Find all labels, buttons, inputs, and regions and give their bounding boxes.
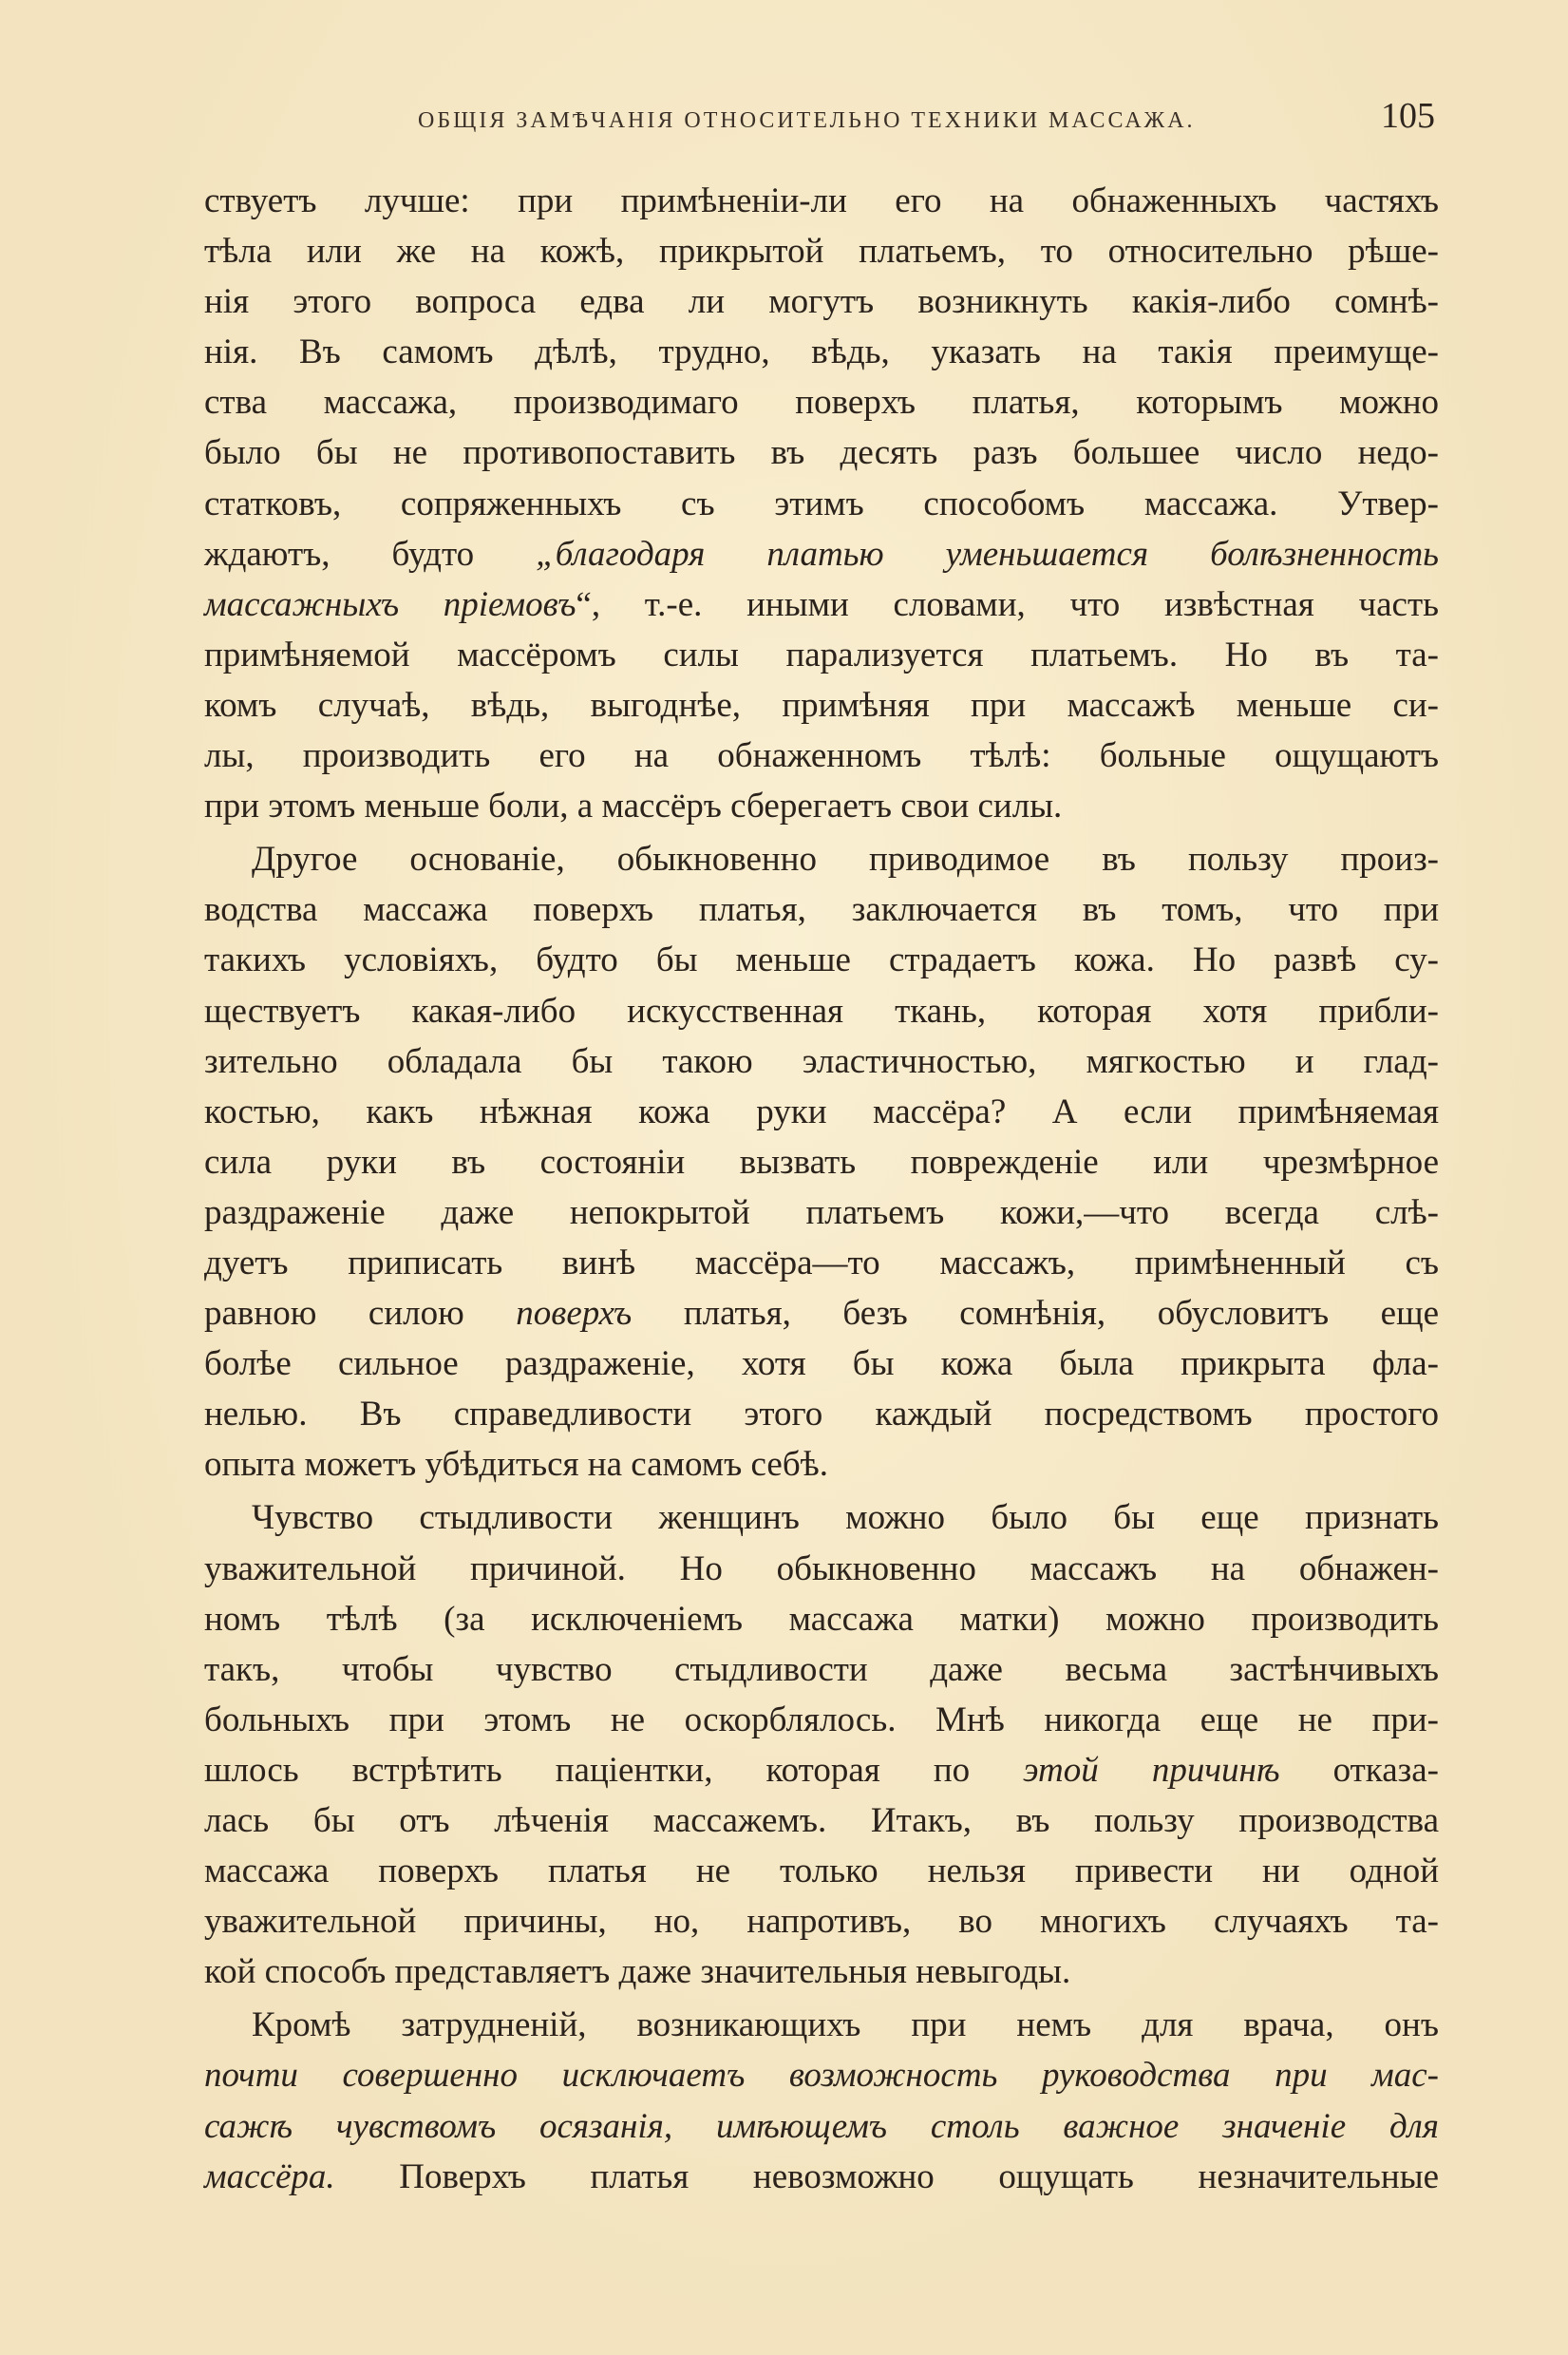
text-line: номъ тѣлѣ (за исключеніемъ массажа матки) можно производить — [204, 1599, 1439, 1639]
text-line: дуетъ приписать винѣ массёра—то массажъ, примѣненный съ — [204, 1243, 1439, 1282]
text-run: шлось встрѣтить паціентки, которая по — [204, 1750, 971, 1790]
text-line: ществуетъ какая-либо искусственная ткань, которая хотя прибли- — [204, 991, 1439, 1031]
text-line — [204, 2152, 1439, 2202]
text-line: такъ, чтобы чувство стыдливости даже весьма застѣнчивыхъ — [204, 1649, 1439, 1689]
text-line: комъ случаѣ, вѣдь, выгоднѣе, примѣняя при массажѣ меньше си- — [204, 685, 1439, 725]
text-line: при этомъ меньше боли, а массёръ сберегаетъ свои силы. — [204, 787, 1063, 826]
italic-quote: массажныхъ пріемовъ — [204, 584, 576, 624]
text-line — [204, 1288, 1439, 1339]
text-line: уважительной причины, но, напротивъ, во многихъ случаяхъ та- — [204, 1902, 1439, 1942]
italic-word: поверхъ — [516, 1294, 633, 1334]
text-line: статковъ, сопряженныхъ съ этимъ способомъ массажа. Утвер- — [204, 484, 1439, 523]
text-run: ждаютъ, будто — [204, 534, 475, 574]
italic-word: массёра. — [204, 2156, 335, 2196]
text-line: водства массажа поверхъ платья, заключается въ томъ, что при — [204, 890, 1439, 930]
text-line: болѣе сильное раздраженіе, хотя бы кожа была прикрыта фла- — [204, 1344, 1439, 1384]
text-line: больныхъ при этомъ не оскорблялось. Мнѣ никогда еще не при- — [204, 1700, 1439, 1739]
text-line: ствуетъ лучше: при примѣненіи-ли его на обнаженныхъ частяхъ — [204, 181, 1439, 220]
running-head: ОБЩІЯ ЗАМѢЧАНІЯ ОТНОСИТЕЛЬНО ТЕХНИКИ МАССАЖА. — [418, 108, 1196, 133]
text-run: “, т.-е. иными словами, что извѣстная часть — [576, 584, 1439, 624]
text-line: зительно обладала бы такою эластичностью, мягкостью и глад- — [204, 1041, 1439, 1081]
page-header — [204, 95, 1435, 142]
text-line: Чувство стыдливости женщинъ можно было бы еще признать — [252, 1498, 1439, 1538]
text-line: раздраженіе даже непокрытой платьемъ кожи,—что всегда слѣ- — [204, 1192, 1439, 1232]
text-line: нія этого вопроса едва ли могутъ возникнуть какія-либо сомнѣ- — [204, 282, 1439, 322]
italic-phrase: сажѣ чувствомъ осязанія, имѣющемъ столь важное значеніе для — [204, 2106, 1439, 2146]
text-line: нелью. Въ справедливости этого каждый посредствомъ простого — [204, 1395, 1439, 1434]
text-line: опыта можетъ убѣдиться на самомъ себѣ. — [204, 1445, 829, 1485]
text-line: такихъ условіяхъ, будто бы меньше страдаетъ кожа. Но развѣ су- — [204, 940, 1439, 980]
italic-phrase: почти совершенно исключаетъ возможность руководства при мас- — [204, 2056, 1439, 2096]
body-text — [204, 176, 1439, 2202]
text-line: массажа поверхъ платья не только нельзя привести ни одной — [204, 1852, 1439, 1891]
text-line: ства массажа, производимаго поверхъ платья, которымъ можно — [204, 383, 1439, 423]
text-line — [204, 579, 1439, 630]
text-line — [204, 529, 1439, 579]
text-run: Поверхъ платья невозможно ощущать незначительные — [399, 2156, 1439, 2196]
text-line: тѣла или же на кожѣ, прикрытой платьемъ, то относительно рѣше- — [204, 232, 1439, 272]
text-line — [204, 2101, 1439, 2152]
page-number: 105 — [1381, 96, 1435, 136]
text-line: кой способъ представляетъ даже значительныя невыгоды. — [204, 1952, 1071, 1992]
text-line: лы, производить его на обнаженномъ тѣлѣ: больные ощущаютъ — [204, 736, 1439, 776]
text-line — [204, 2050, 1439, 2100]
italic-quote: „благодаря платью уменьшается болѣзненность — [536, 534, 1439, 574]
text-line: лась бы отъ лѣченія массажемъ. Итакъ, въ пользу производства — [204, 1801, 1439, 1840]
text-line: уважительной причиной. Но обыкновенно массажъ на обнажен- — [204, 1548, 1439, 1588]
text-run: платья, безъ сомнѣнія, обусловитъ еще — [683, 1294, 1440, 1334]
text-run: равною силою — [204, 1294, 464, 1334]
text-line: Другое основаніе, обыкновенно приводимое въ пользу произ- — [252, 840, 1439, 880]
text-line: было бы не противопоставить въ десять разъ большее число недо- — [204, 433, 1439, 473]
text-line: Кромѣ затрудненій, возникающихъ при немъ для врача, онъ — [252, 2005, 1439, 2045]
text-line: нія. Въ самомъ дѣлѣ, трудно, вѣдь, указать на такія преимуще- — [204, 332, 1439, 372]
text-line: сила руки въ состояніи вызвать поврежденіе или чрезмѣрное — [204, 1142, 1439, 1182]
text-run: отказа- — [1332, 1750, 1439, 1790]
text-line — [204, 1745, 1439, 1795]
italic-phrase: этой причинѣ — [1023, 1750, 1280, 1790]
text-line: примѣняемой массёромъ силы парализуется платьемъ. Но въ та- — [204, 635, 1439, 674]
text-line: костью, какъ нѣжная кожа руки массёра? А если примѣняемая — [204, 1092, 1439, 1131]
